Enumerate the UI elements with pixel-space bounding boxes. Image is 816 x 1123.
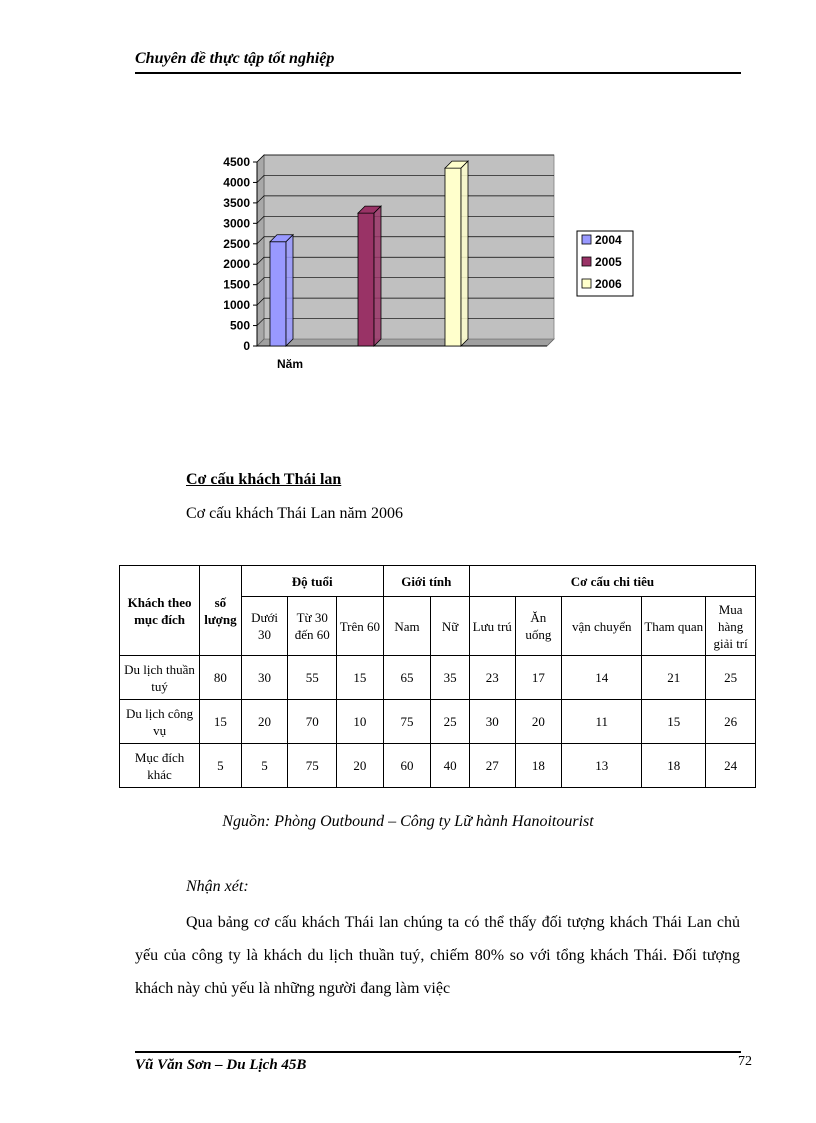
section-subtitle: Cơ cấu khách Thái Lan năm 2006: [186, 505, 403, 522]
table-cell: 15: [642, 700, 706, 744]
col-count-header: số lượng: [200, 566, 242, 656]
y-tick-label: 2500: [223, 236, 250, 251]
table-cell: 14: [562, 656, 642, 700]
y-tick-label: 1000: [223, 298, 250, 313]
table-row: [120, 700, 756, 744]
table-cell: 24: [706, 744, 756, 788]
table-cell: 21: [642, 656, 706, 700]
table-cell: 13: [562, 744, 642, 788]
table-cell: 75: [383, 700, 431, 744]
table-row: [120, 656, 756, 700]
row-label: Du lịch công vụ: [120, 700, 200, 744]
y-tick-label: 3000: [223, 216, 250, 231]
bar-side-2004: [286, 235, 293, 346]
subheader-cell: Lưu trú: [469, 597, 515, 656]
bar-side-2006: [461, 161, 468, 346]
x-category-label: Năm: [277, 357, 304, 371]
chart-side-wall: [257, 155, 264, 346]
col-age-header: Độ tuổi: [241, 566, 383, 597]
row-label: Du lịch thuần tuý: [120, 656, 200, 700]
col-gender-header: Giới tính: [383, 566, 469, 597]
subheader-cell: Trên 60: [337, 597, 384, 656]
table-cell: 80: [200, 656, 242, 700]
table-cell: 65: [383, 656, 431, 700]
table-cell: 17: [515, 656, 562, 700]
bar-2004: [270, 242, 286, 346]
table-cell: 27: [469, 744, 515, 788]
legend-swatch-2006: [582, 279, 591, 288]
table-cell: 40: [431, 744, 470, 788]
y-tick-label: 2000: [223, 257, 250, 272]
chart-floor: [257, 339, 554, 346]
table-cell: 26: [706, 700, 756, 744]
table-cell: 20: [337, 744, 384, 788]
legend-swatch-2005: [582, 257, 591, 266]
table-cell: 20: [515, 700, 562, 744]
y-tick-label: 3500: [223, 195, 250, 210]
table-cell: 55: [288, 656, 337, 700]
y-tick-label: 1500: [223, 277, 250, 292]
col-spending-header: Cơ cấu chi tiêu: [469, 566, 755, 597]
table-row: [120, 744, 756, 788]
page-header-title: Chuyên đề thực tập tốt nghiệp: [135, 50, 335, 67]
bar-side-2005: [374, 206, 381, 346]
table-cell: 25: [431, 700, 470, 744]
subheader-cell: Dưới 30: [241, 597, 288, 656]
table-cell: 5: [241, 744, 288, 788]
col-purpose-header: Khách theo mục đích: [120, 566, 200, 656]
body-paragraph: Qua bảng cơ cấu khách Thái lan chúng ta có thể thấy đối tượng khách Thái Lan chủ yếu của công ty là khách du lịch thuần tuý, chiếm 80% so với tổng khách Thái. Đối tượng khách này chủ yếu là những người đang làm việc: [135, 914, 740, 997]
table-header-row: [120, 566, 756, 597]
y-tick-label: 0: [243, 339, 250, 353]
table-cell: 15: [200, 700, 242, 744]
y-tick-label: 4000: [223, 175, 250, 190]
bar-2006: [445, 168, 461, 346]
table-cell: 60: [383, 744, 431, 788]
table-cell: 11: [562, 700, 642, 744]
table-cell: 30: [469, 700, 515, 744]
bar-2005: [358, 213, 374, 346]
table-cell: 18: [515, 744, 562, 788]
footer-rule: [135, 1051, 741, 1053]
subheader-cell: Tham quan: [642, 597, 706, 656]
table-cell: 23: [469, 656, 515, 700]
subheader-cell: Từ 30 đến 60: [288, 597, 337, 656]
row-label: Mục đích khác: [120, 744, 200, 788]
subheader-cell: Ăn uống: [515, 597, 562, 656]
visitor-structure-table: [119, 565, 756, 788]
table-cell: 5: [200, 744, 242, 788]
legend-label-2005: 2005: [595, 255, 622, 269]
table-cell: 25: [706, 656, 756, 700]
y-tick-label: 4500: [223, 155, 250, 169]
source-note: Nguồn: Phòng Outbound – Công ty Lữ hành Hanoitourist: [222, 813, 594, 830]
table-cell: 10: [337, 700, 384, 744]
table-cell: 20: [241, 700, 288, 744]
table-cell: 75: [288, 744, 337, 788]
subheader-cell: Nam: [383, 597, 431, 656]
legend-label-2004: 2004: [595, 233, 622, 247]
legend-label-2006: 2006: [595, 277, 622, 291]
remark-label: Nhận xét:: [186, 878, 249, 895]
plot-area: [264, 155, 554, 339]
visitors-bar-chart: [205, 150, 655, 375]
subheader-cell: Mua hàng giải trí: [706, 597, 756, 656]
section-title: Cơ cấu khách Thái lan: [186, 471, 342, 488]
table-cell: 15: [337, 656, 384, 700]
header-rule: [135, 72, 741, 74]
footer-author: Vũ Văn Sơn – Du Lịch 45B: [135, 1057, 307, 1073]
table-cell: 35: [431, 656, 470, 700]
table-cell: 70: [288, 700, 337, 744]
subheader-cell: Nữ: [431, 597, 470, 656]
y-tick-label: 500: [229, 318, 250, 333]
table-cell: 18: [642, 744, 706, 788]
page-number: 72: [738, 1054, 752, 1069]
legend-swatch-2004: [582, 235, 591, 244]
table-cell: 30: [241, 656, 288, 700]
subheader-cell: vận chuyển: [562, 597, 642, 656]
